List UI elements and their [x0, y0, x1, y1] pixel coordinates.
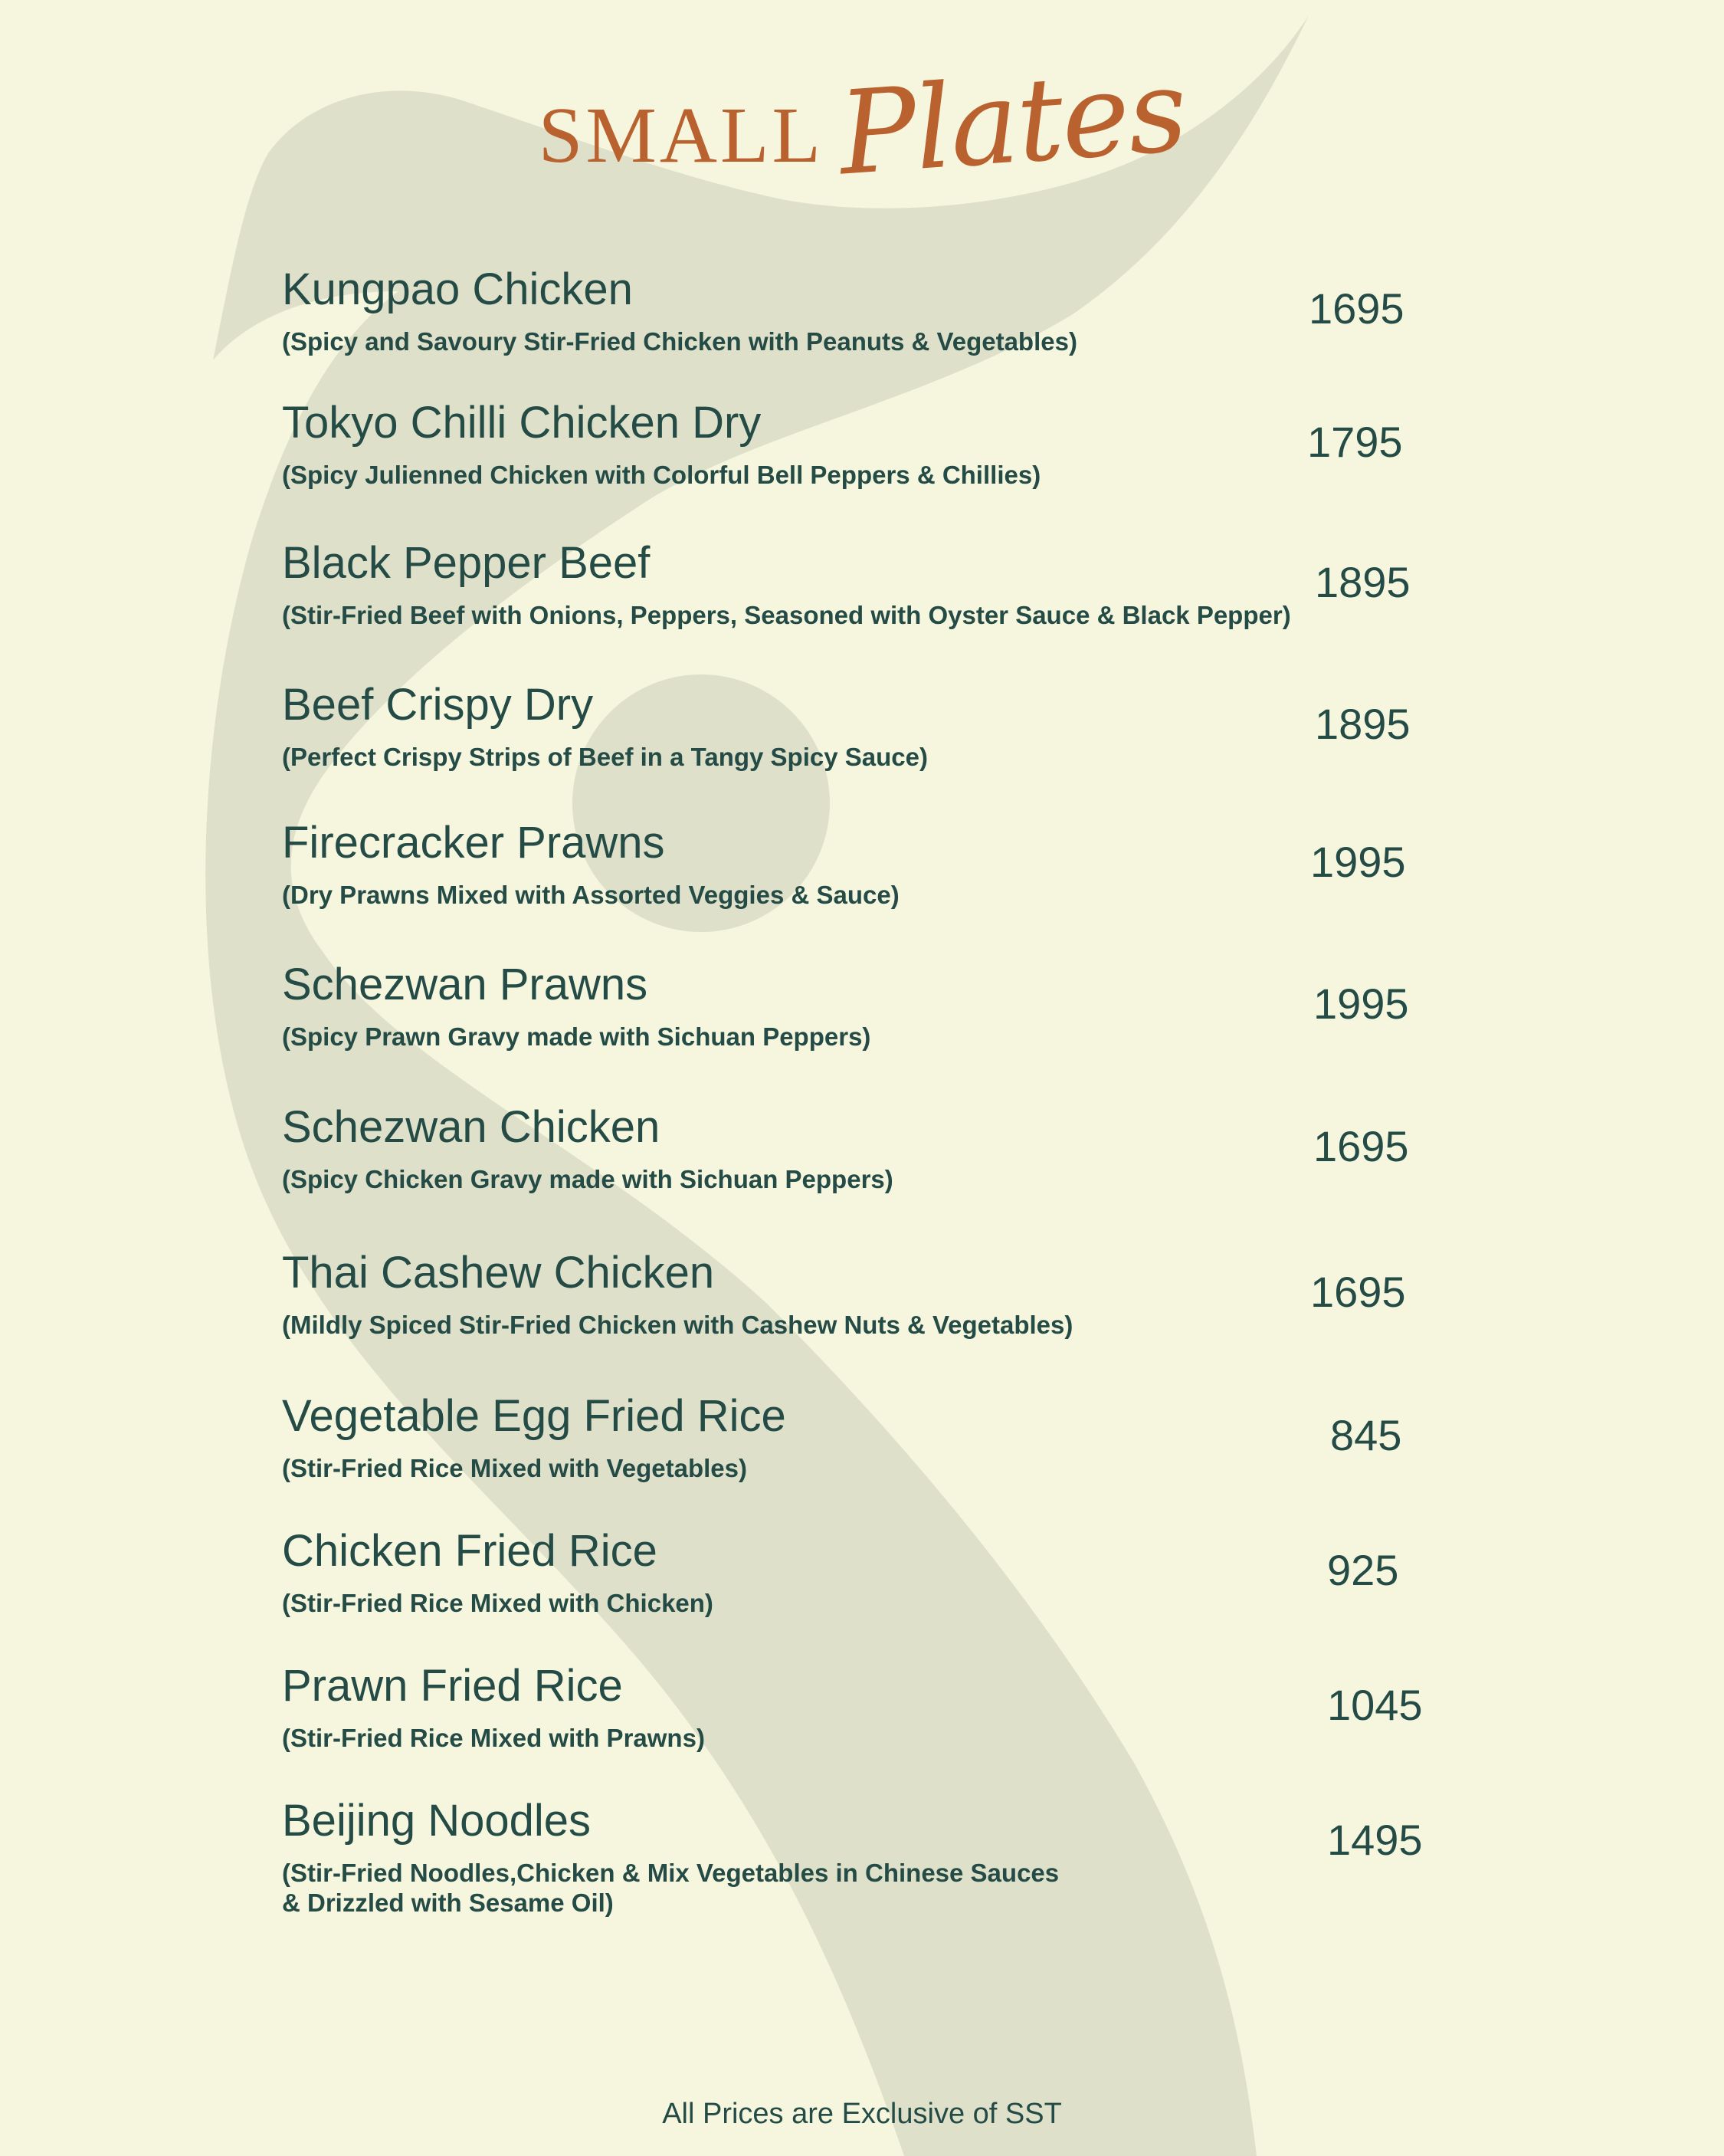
item-description: (Spicy and Savoury Stir-Fried Chicken with Peanuts & Vegetables): [282, 327, 1077, 356]
menu-item: [282, 818, 1406, 910]
item-price: 1995: [1310, 838, 1406, 886]
item-name: Chicken Fried Rice: [282, 1526, 657, 1576]
menu-item: [282, 1661, 1423, 1753]
item-description: (Dry Prawns Mixed with Assorted Veggies & Sauce): [282, 880, 900, 909]
item-price: 1045: [1327, 1681, 1423, 1729]
item-description: (Spicy Chicken Gravy made with Sichuan Peppers): [282, 1164, 893, 1193]
title-script-text: Plates: [834, 44, 1190, 202]
item-name: Beijing Noodles: [282, 1796, 592, 1846]
item-description: (Stir-Fried Beef with Onions, Peppers, Seasoned with Oyster Sauce & Black Pepper): [282, 600, 1291, 629]
item-price: 1895: [1315, 558, 1411, 606]
footer-note: All Prices are Exclusive of SST: [662, 2098, 1062, 2130]
item-price: 1895: [1315, 700, 1411, 748]
item-price: 1495: [1327, 1816, 1423, 1864]
item-description: (Spicy Prawn Gravy made with Sichuan Peppers): [282, 1022, 871, 1051]
item-name: Prawn Fried Rice: [282, 1661, 623, 1711]
item-name: Tokyo Chilli Chicken Dry: [282, 398, 762, 448]
item-name: Black Pepper Beef: [282, 538, 651, 588]
item-name: Beef Crispy Dry: [282, 680, 594, 730]
item-description: (Stir-Fried Rice Mixed with Prawns): [282, 1723, 705, 1752]
item-price: 1695: [1313, 1122, 1409, 1170]
item-description: (Perfect Crispy Strips of Beef in a Tangy Spicy Sauce): [282, 742, 928, 771]
item-description: (Stir-Fried Rice Mixed with Chicken): [282, 1588, 713, 1617]
item-name: Firecracker Prawns: [282, 818, 665, 868]
item-name: Kungpao Chicken: [282, 264, 633, 314]
item-name: Schezwan Prawns: [282, 960, 648, 1009]
item-description: (Mildly Spiced Stir-Fried Chicken with Cashew Nuts & Vegetables): [282, 1310, 1073, 1339]
item-price: 1695: [1309, 284, 1404, 333]
item-price: 1695: [1310, 1268, 1406, 1316]
menu-item: [282, 680, 1411, 772]
item-price: 1995: [1313, 980, 1409, 1028]
item-description: (Stir-Fried Rice Mixed with Vegetables): [282, 1453, 747, 1482]
title-main-text: SMALL: [538, 91, 824, 179]
menu-item: [282, 398, 1403, 490]
item-price: 845: [1330, 1411, 1402, 1459]
menu-item: [282, 960, 1409, 1052]
menu-item: [282, 538, 1411, 630]
item-price: 925: [1327, 1546, 1399, 1594]
menu-item: [282, 1248, 1406, 1340]
menu-item: [282, 1391, 1402, 1483]
menu-item: [282, 1102, 1409, 1194]
item-name: Schezwan Chicken: [282, 1102, 660, 1152]
item-price: 1795: [1307, 418, 1403, 466]
item-name: Vegetable Egg Fried Rice: [282, 1391, 786, 1441]
item-description: (Spicy Julienned Chicken with Colorful Bell Peppers & Chillies): [282, 460, 1041, 489]
item-description: (Stir-Fried Noodles,Chicken & Mix Vegetables in Chinese Sauces & Drizzled with Sesame Oil): [282, 1858, 1060, 1918]
menu-item: [282, 1796, 1423, 1918]
menu-item: [282, 264, 1404, 356]
menu-item: [282, 1526, 1399, 1618]
item-name: Thai Cashew Chicken: [282, 1248, 715, 1298]
